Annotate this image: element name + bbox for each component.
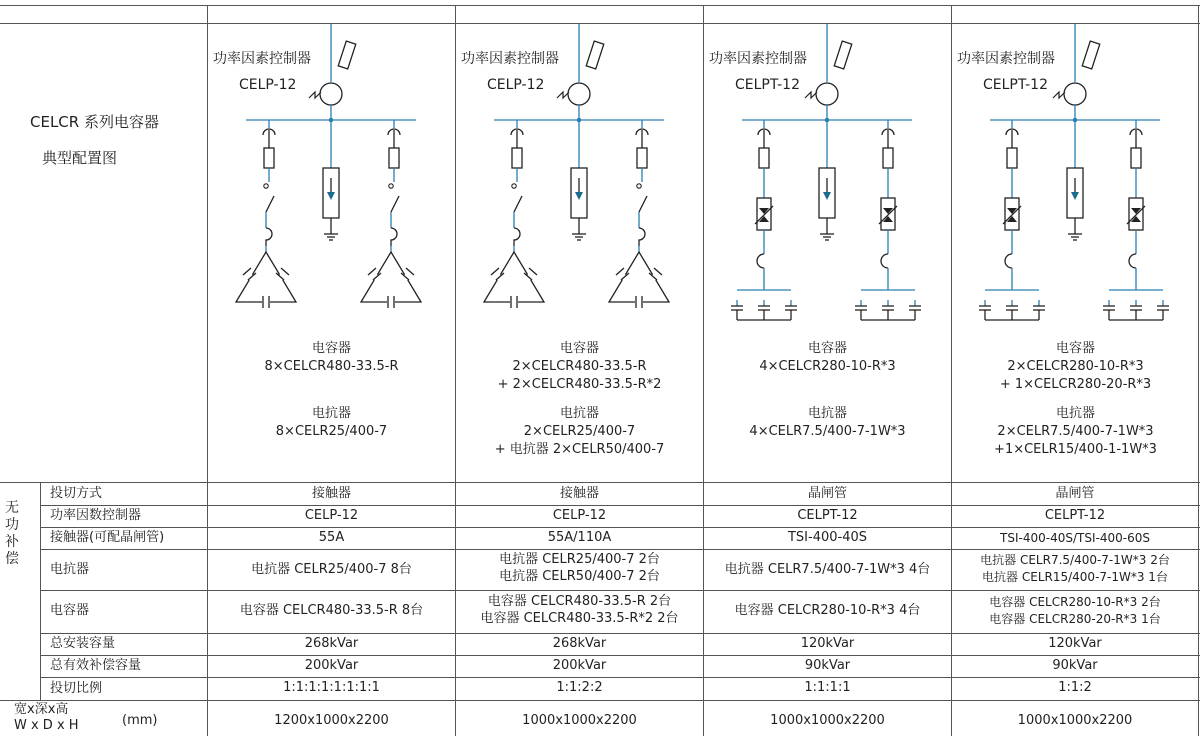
contact-icon <box>389 184 393 188</box>
cell-dimensions: 1000x1000x2200 <box>1017 713 1133 728</box>
grid-line <box>40 482 41 700</box>
delta-capacitor-icon <box>609 252 669 302</box>
delta-capacitor-icon <box>236 252 296 302</box>
row-label-reactor: 电抗器 <box>50 562 90 577</box>
cell-capacitor: 电容器 CELCR280-10-R*3 4台 <box>734 603 921 618</box>
cell-contactor: TSI-400-40S/TSI-400-60S <box>1000 531 1150 545</box>
ct-marker-icon <box>309 92 321 98</box>
cell-switch-ratio: 1:1:1:1 <box>804 680 851 695</box>
contact-icon <box>512 184 516 188</box>
cell-effective-capacity: 90kVar <box>1052 658 1098 673</box>
controller-label: 功率因素控制器 <box>957 51 1055 67</box>
controller-model: CELPT-12 <box>983 77 1048 93</box>
cell-capacitor: 电容器 CELCR480-33.5-R 2台 <box>487 594 672 609</box>
fuse-icon <box>1007 148 1017 168</box>
cell-contactor: 55A <box>318 530 345 545</box>
reactor-spec-line: + 电抗器 2×CELR50/400-7 <box>494 442 665 457</box>
grid-line <box>40 633 1200 634</box>
reactor-icon <box>1005 254 1012 268</box>
cell-controller: CELPT-12 <box>1044 508 1106 523</box>
dimension-unit: (mm) <box>122 713 158 728</box>
cell-controller: CELP-12 <box>552 508 607 523</box>
reactor-heading: 电抗器 <box>1055 406 1095 421</box>
delta-capacitor-icon <box>484 252 544 302</box>
cell-switch-ratio: 1:1:1:1:1:1:1:1 <box>283 680 380 695</box>
fuse-icon <box>512 148 522 168</box>
grid-line <box>40 505 1200 506</box>
cell-effective-capacity: 200kVar <box>552 658 607 673</box>
grid-line <box>0 5 1200 6</box>
row-label-capacitor: 电容器 <box>50 603 90 618</box>
side-label: 无功补偿 <box>5 500 19 567</box>
capacitor-spec-line: 2×CELCR480-33.5-R <box>512 359 647 374</box>
reactor-heading: 电抗器 <box>559 406 599 421</box>
row-label-controller: 功率因数控制器 <box>50 508 142 523</box>
reactor-icon <box>881 254 888 268</box>
controller-label: 功率因素控制器 <box>709 51 807 67</box>
cell-capacitor: 电容器 CELCR280-10-R*3 2台 <box>989 595 1161 609</box>
reactor-spec-line: 4×CELR7.5/400-7-1W*3 <box>749 424 906 439</box>
cell-contactor: TSI-400-40S <box>787 530 867 545</box>
fuse-icon <box>759 148 769 168</box>
cell-capacitor: 电容器 CELCR480-33.5-R*2 2台 <box>480 611 679 626</box>
diagram-config-3 <box>704 24 951 484</box>
main-fuse-icon <box>834 41 852 69</box>
capacitor-spec-line: 4×CELCR280-10-R*3 <box>759 359 896 374</box>
contactor-switch-icon <box>266 196 274 212</box>
reactor-icon <box>1129 254 1136 268</box>
ct-marker-icon <box>805 92 817 98</box>
controller-model: CELP-12 <box>487 77 545 93</box>
contact-icon <box>637 184 641 188</box>
cell-switch-mode: 晶闸管 <box>807 486 847 501</box>
contact-icon <box>264 184 268 188</box>
cell-installed-capacity: 120kVar <box>1048 636 1102 651</box>
cell-reactor: 电抗器 CELR50/400-7 2台 <box>499 569 660 584</box>
grid-line <box>40 655 1200 656</box>
diagram-config-4 <box>952 24 1199 484</box>
diagram-config-2 <box>456 24 703 484</box>
ct-icon <box>1064 83 1086 105</box>
reactor-icon <box>757 254 764 268</box>
grid-line <box>40 527 1200 528</box>
grid-line <box>40 549 1200 550</box>
cell-reactor: 电抗器 CELR7.5/400-7-1W*3 4台 <box>724 562 931 577</box>
cell-controller: CELPT-12 <box>797 508 858 523</box>
capacitor-heading: 电容器 <box>559 341 599 356</box>
controller-label: 功率因素控制器 <box>461 51 559 67</box>
cell-switch-mode: 接触器 <box>311 486 351 501</box>
row-label-effective-capacity: 总有效补偿容量 <box>50 658 142 673</box>
cell-capacitor: 电容器 CELCR480-33.5-R 8台 <box>239 603 424 618</box>
ct-icon <box>816 83 838 105</box>
ct-marker-icon <box>557 92 569 98</box>
capacitor-spec-line: 8×CELCR480-33.5-R <box>264 359 399 374</box>
cell-reactor: 电抗器 CELR7.5/400-7-1W*3 2台 <box>980 553 1170 567</box>
grid-line <box>0 700 1200 701</box>
cell-switch-ratio: 1:1:2:2 <box>556 680 603 695</box>
reactor-spec-line: 2×CELR25/400-7 <box>523 424 636 439</box>
cell-contactor: 55A/110A <box>547 530 612 545</box>
cell-installed-capacity: 120kVar <box>800 636 855 651</box>
cell-reactor: 电抗器 CELR15/400-7-1W*3 1台 <box>982 570 1168 584</box>
cell-switch-ratio: 1:1:2 <box>1058 680 1092 695</box>
capacitor-heading: 电容器 <box>311 341 351 356</box>
ct-icon <box>568 83 590 105</box>
reactor-heading: 电抗器 <box>807 406 847 421</box>
cell-effective-capacity: 90kVar <box>804 658 851 673</box>
dimension-label-en: W x D x H <box>14 718 79 733</box>
cell-reactor: 电抗器 CELR25/400-7 2台 <box>499 552 660 567</box>
diagram-config-1 <box>208 24 455 484</box>
ct-icon <box>320 83 342 105</box>
capacitor-spec-line: 2×CELCR280-10-R*3 <box>1007 359 1144 374</box>
controller-model: CELP-12 <box>239 77 297 93</box>
dimension-label-cn: 宽x深x高 <box>14 702 69 717</box>
contactor-switch-icon <box>639 196 647 212</box>
controller-model: CELPT-12 <box>735 77 800 93</box>
contactor-switch-icon <box>391 196 399 212</box>
row-label-switch-mode: 投切方式 <box>50 486 103 501</box>
title-line-2: 典型配置图 <box>42 149 118 167</box>
cell-dimensions: 1200x1000x2200 <box>274 713 389 728</box>
cell-installed-capacity: 268kVar <box>304 636 359 651</box>
reactor-icon <box>514 228 520 246</box>
cell-effective-capacity: 200kVar <box>304 658 359 673</box>
row-label-installed-capacity: 总安装容量 <box>50 636 116 651</box>
main-fuse-icon <box>338 41 356 69</box>
reactor-spec-line: 2×CELR7.5/400-7-1W*3 <box>997 424 1154 439</box>
fuse-icon <box>264 148 274 168</box>
controller-label: 功率因素控制器 <box>213 51 311 67</box>
cell-switch-mode: 晶闸管 <box>1055 486 1095 501</box>
fuse-icon <box>1131 148 1141 168</box>
capacitor-spec-line: + 2×CELCR480-33.5-R*2 <box>497 377 662 392</box>
main-fuse-icon <box>586 41 604 69</box>
main-fuse-icon <box>1082 41 1100 69</box>
fuse-icon <box>883 148 893 168</box>
grid-line <box>40 590 1200 591</box>
cell-capacitor: 电容器 CELCR280-20-R*3 1台 <box>989 612 1161 626</box>
title-line-1: CELCR 系列电容器 <box>30 113 159 131</box>
cell-controller: CELP-12 <box>304 508 359 523</box>
reactor-spec-line: 8×CELR25/400-7 <box>275 424 388 439</box>
reactor-icon <box>266 228 272 246</box>
cell-switch-mode: 接触器 <box>559 486 599 501</box>
fuse-icon <box>637 148 647 168</box>
row-label-contactor: 接触器(可配晶闸管) <box>50 530 165 545</box>
cell-reactor: 电抗器 CELR25/400-7 8台 <box>251 562 412 577</box>
capacitor-spec-line: + 1×CELCR280-20-R*3 <box>999 377 1152 392</box>
delta-capacitor-icon <box>361 252 421 302</box>
row-label-switch-ratio: 投切比例 <box>50 681 103 696</box>
reactor-icon <box>391 228 397 246</box>
contactor-switch-icon <box>514 196 522 212</box>
capacitor-heading: 电容器 <box>807 341 847 356</box>
fuse-icon <box>389 148 399 168</box>
cell-installed-capacity: 268kVar <box>552 636 607 651</box>
grid-line <box>40 677 1200 678</box>
cell-dimensions: 1000x1000x2200 <box>770 713 885 728</box>
reactor-spec-line: +1×CELR15/400-1-1W*3 <box>994 442 1157 457</box>
reactor-icon <box>639 228 645 246</box>
cell-dimensions: 1000x1000x2200 <box>522 713 637 728</box>
ct-marker-icon <box>1053 92 1065 98</box>
reactor-heading: 电抗器 <box>311 406 351 421</box>
capacitor-heading: 电容器 <box>1055 341 1095 356</box>
